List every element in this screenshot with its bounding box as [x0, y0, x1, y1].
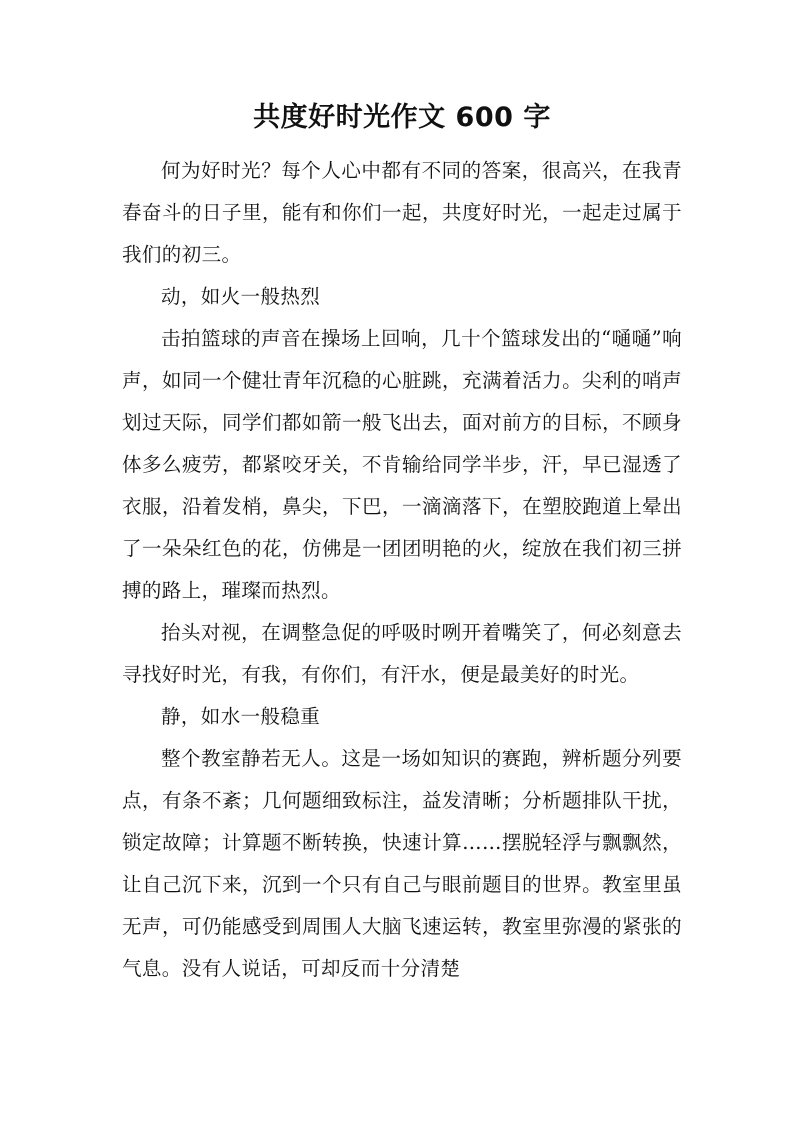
- section-heading-motion: 动，如火一般热烈: [161, 285, 321, 308]
- paragraph-look-up: 抬头对视，在调整急促的呼吸时咧开着嘴笑了，何必刻意去寻找好时光，有我，有你们，有汗水，便是最美好的时光。: [122, 621, 682, 686]
- paragraph-intro: 何为好时光？每个人心中都有不同的答案，很高兴，在我青春奋斗的日子里，能有和你们一起，共度好时光，一起走过属于我们的初三。: [122, 159, 682, 266]
- paragraph-classroom: 整个教室静若无人。这是一场如知识的赛跑，辨析题分列要点，有条不紊；几何题细致标注，益发清晰；分析题排队干扰，锁定故障；计算题不断转换，快速计算……摆脱轻浮与飘飘然，让自己沉下来，沉到一个只有自己与眼前题目的世界。教室里虽无声，可仍能感受到周围人大脑飞速运转，教室里弥漫的紧张的气息。没有人说话，可却反而十分清楚: [122, 747, 682, 980]
- document-title: 共度好时光作文 600 字: [253, 102, 551, 133]
- section-heading-stillness: 静，如水一般稳重: [161, 705, 321, 728]
- paragraph-basketball: 击拍篮球的声音在操场上回响，几十个篮球发出的“嗵嗵”响声，如同一个健壮青年沉稳的心脏跳，充满着活力。尖利的哨声划过天际，同学们都如箭一般飞出去，面对前方的目标，不顾身体多么疲劳，都紧咬牙关，不肯输给同学半步，汗，早已湿透了衣服，沿着发梢，鼻尖，下巴，一滴滴落下，在塑胶跑道上晕出了一朵朵红色的花，仿佛是一团团明艳的火，绽放在我们初三拼搏的路上，璀璨而热烈。: [122, 327, 682, 602]
